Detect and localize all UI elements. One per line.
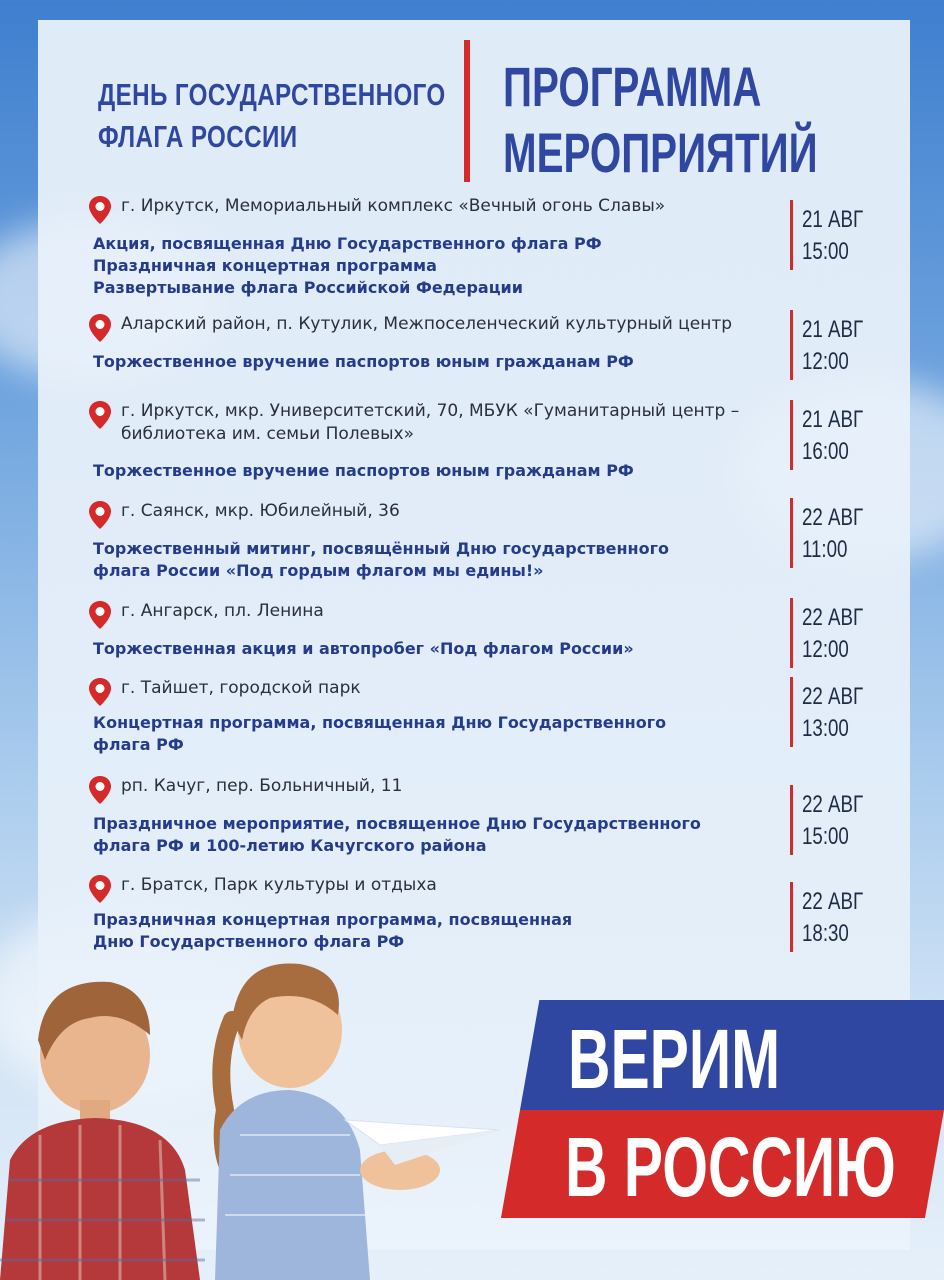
map-pin-icon (88, 874, 112, 904)
event-title (98, 74, 446, 158)
event-description-line: Развертывание флага Российской Федерации (93, 278, 523, 297)
event-day: 22 АВГ (802, 504, 864, 531)
event-description-line: Дню Государственного флага РФ (93, 932, 405, 951)
date-divider (790, 677, 793, 747)
event-date (790, 677, 870, 747)
banner-line1: ВЕРИМ (568, 1012, 781, 1106)
header-divider (464, 40, 470, 182)
event-location-line: г. Тайшет, городской парк (121, 678, 361, 698)
banner-line2: В РОССИЮ (565, 1120, 896, 1214)
event-location-line: г. Иркутск, Мемориальный комплекс «Вечный огонь Славы» (121, 196, 666, 216)
event-date (790, 882, 870, 952)
event-description-line: Торжественная акция и автопробег «Под флагом России» (93, 639, 634, 658)
program-title-line2: МЕРОПРИЯТИЙ (503, 121, 818, 184)
event-description (93, 460, 783, 482)
event-location-line: Аларский район, п. Кутулик, Межпоселенческий культурный центр (121, 314, 733, 334)
event-location-line: г. Иркутск, мкр. Университетский, 70, МБУК «Гуманитарный центр – (121, 401, 740, 421)
event-time: 12:00 (802, 348, 849, 375)
event-description (93, 712, 783, 756)
event-location (121, 500, 811, 523)
event-day: 22 АВГ (802, 604, 864, 631)
event-location-line: г. Братск, Парк культуры и отдыха (121, 875, 437, 895)
event-title-line1: ДЕНЬ ГОСУДАРСТВЕННОГО (98, 77, 446, 112)
event-time: 11:00 (802, 536, 848, 563)
event-description (93, 351, 783, 373)
event-description (93, 233, 783, 299)
map-pin-icon (88, 400, 112, 430)
date-divider (790, 200, 793, 270)
event-description-line: Праздничное мероприятие, посвященное Дню Государственного (93, 814, 701, 833)
event-description-line: Торжественное вручение паспортов юным гражданам РФ (93, 461, 634, 480)
event-description-line: флага РФ (93, 735, 184, 754)
event-date (790, 200, 870, 270)
event-location-line: библиотека им. семьи Полевых» (121, 424, 414, 444)
event-location (121, 874, 811, 897)
map-pin-icon (88, 600, 112, 630)
event-description (93, 813, 783, 857)
event-description (93, 538, 783, 582)
event-location (121, 195, 811, 218)
event-description-line: Торжественное вручение паспортов юным гражданам РФ (93, 352, 634, 371)
event-description-line: Акция, посвященная Дню Государственного флага РФ (93, 234, 602, 253)
map-pin-icon (88, 313, 112, 343)
event-date (790, 310, 870, 380)
event-time: 13:00 (802, 715, 849, 742)
event-description-line: Праздничная концертная программа, посвященная (93, 910, 573, 929)
date-divider (790, 498, 793, 568)
event-day: 21 АВГ (802, 316, 864, 343)
date-divider (790, 785, 793, 855)
date-divider (790, 400, 793, 470)
program-title-line1: ПРОГРАММА (503, 55, 762, 118)
event-location (121, 600, 811, 623)
event-date (790, 498, 870, 568)
event-date (790, 785, 870, 855)
map-pin-icon (88, 195, 112, 225)
event-time: 15:00 (802, 823, 849, 850)
event-day: 22 АВГ (802, 683, 864, 710)
event-description-line: флага России «Под гордым флагом мы едины!» (93, 561, 544, 580)
event-location (121, 775, 811, 798)
children-illustration (0, 960, 520, 1280)
event-location-line: г. Ангарск, пл. Ленина (121, 601, 324, 621)
event-description (93, 638, 783, 660)
date-divider (790, 598, 793, 668)
event-location (121, 400, 811, 446)
event-time: 15:00 (802, 238, 849, 265)
event-description-line: Концертная программа, посвященная Дню Государственного (93, 713, 667, 732)
event-location (121, 677, 811, 700)
event-location-line: рп. Качуг, пер. Больничный, 11 (121, 776, 403, 796)
event-description-line: Праздничная концертная программа (93, 256, 437, 275)
map-pin-icon (88, 500, 112, 530)
event-description-line: Торжественный митинг, посвящённый Дню государственного (93, 539, 669, 558)
event-date (790, 598, 870, 668)
event-description (93, 909, 783, 953)
event-day: 21 АВГ (802, 206, 864, 233)
event-location (121, 313, 811, 336)
program-title (503, 54, 818, 186)
date-divider (790, 882, 793, 952)
event-day: 21 АВГ (802, 406, 864, 433)
event-time: 12:00 (802, 636, 849, 663)
map-pin-icon (88, 775, 112, 805)
event-description-line: флага РФ и 100-летию Качугского района (93, 836, 487, 855)
event-title-line2: ФЛАГА РОССИИ (98, 119, 298, 154)
date-divider (790, 310, 793, 380)
event-time: 18:30 (802, 920, 849, 947)
event-time: 16:00 (802, 438, 849, 465)
event-location-line: г. Саянск, мкр. Юбилейный, 36 (121, 501, 400, 521)
map-pin-icon (88, 677, 112, 707)
event-date (790, 400, 870, 470)
event-day: 22 АВГ (802, 791, 864, 818)
event-day: 22 АВГ (802, 888, 864, 915)
